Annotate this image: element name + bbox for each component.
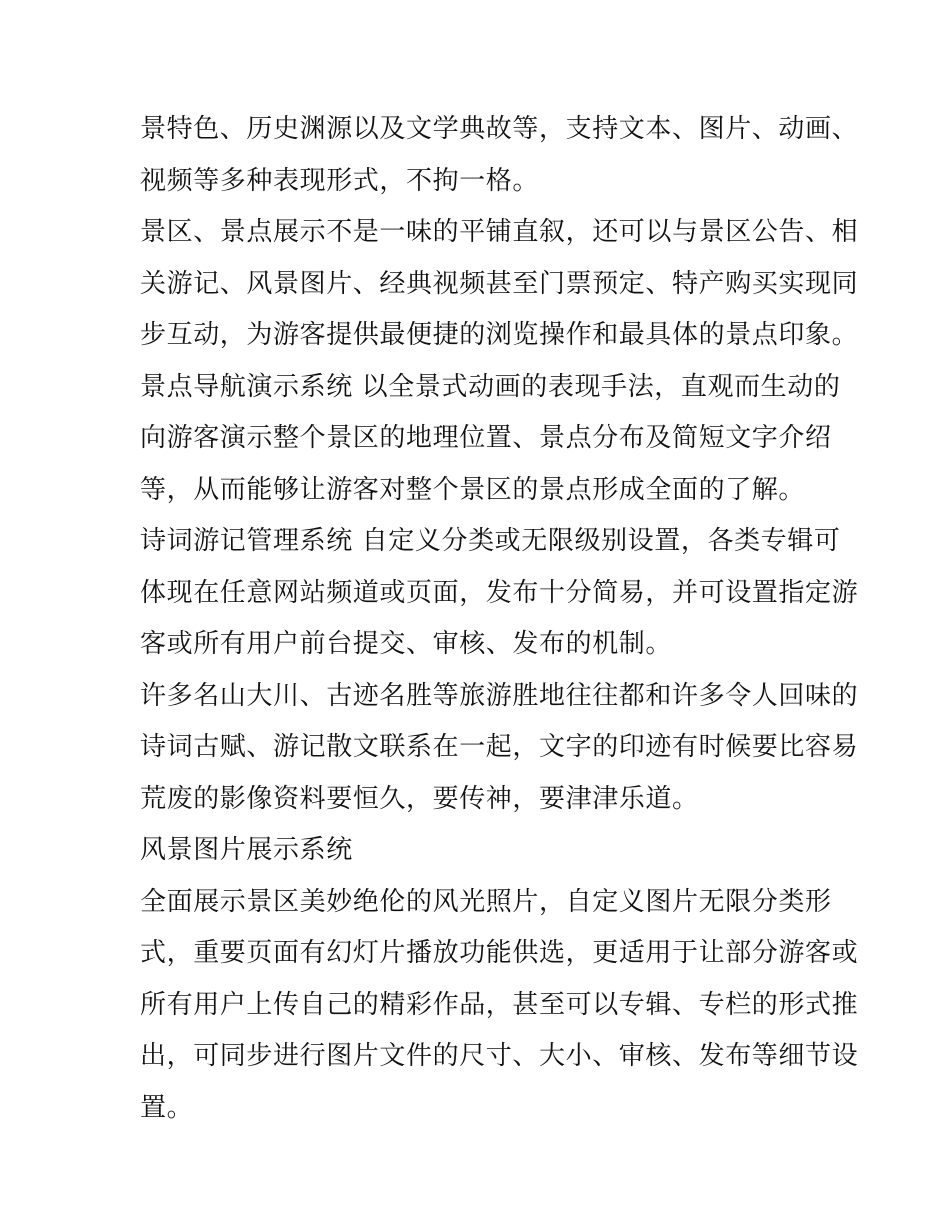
text-line: 所有用户上传自己的精彩作品，甚至可以专辑、专栏的形式推 [140, 989, 859, 1020]
text-line: 许多名山大川、古迹名胜等旅游胜地往往都和许多令人回味的 [140, 680, 859, 711]
text-line: 视频等多种表现形式，不拘一格。 [140, 165, 540, 196]
text-line: 向游客演示整个景区的地理位置、景点分布及简短文字介绍 [140, 423, 832, 453]
text-line: 客或所有用户前台提交、审核、发布的机制。 [140, 629, 673, 659]
document-page [140, 104, 859, 1134]
text-line: 体现在任意网站频道或页面，发布十分简易，并可设置指定游 [140, 577, 859, 608]
text-line: 诗词古赋、游记散文联系在一起，文字的印迹有时候要比容易 [140, 732, 859, 762]
text-line: 式，重要页面有幻灯片播放功能供选，更适用于让部分游客或 [140, 938, 859, 968]
text-line: 等，从而能够让游客对整个景区的景点形成全面的了解。 [140, 474, 806, 505]
section-heading: 风景图片展示系统 [140, 835, 353, 865]
text-line: 荒废的影像资料要恒久，要传神，要津津乐道。 [140, 783, 699, 814]
text-line: 景点导航演示系统 以全景式动画的表现手法，直观而生动的 [140, 371, 841, 402]
text-line: 景特色、历史渊源以及文学典故等，支持文本、图片、动画、 [140, 114, 859, 144]
text-line: 步互动，为游客提供最便捷的浏览操作和最具体的景点印象。 [140, 320, 859, 350]
text-line: 关游记、风景图片、经典视频甚至门票预定、特产购买实现同 [140, 268, 859, 299]
text-line: 置。 [140, 1092, 194, 1123]
text-line: 景区、景点展示不是一味的平铺直叙，还可以与景区公告、相 [140, 217, 859, 247]
text-line: 全面展示景区美妙绝伦的风光照片，自定义图片无限分类形 [140, 886, 832, 917]
text-line: 诗词游记管理系统 自定义分类或无限级别设置，各类专辑可 [140, 526, 841, 556]
text-line: 出，可同步进行图片文件的尺寸、大小、审核、发布等细节设 [140, 1041, 859, 1071]
